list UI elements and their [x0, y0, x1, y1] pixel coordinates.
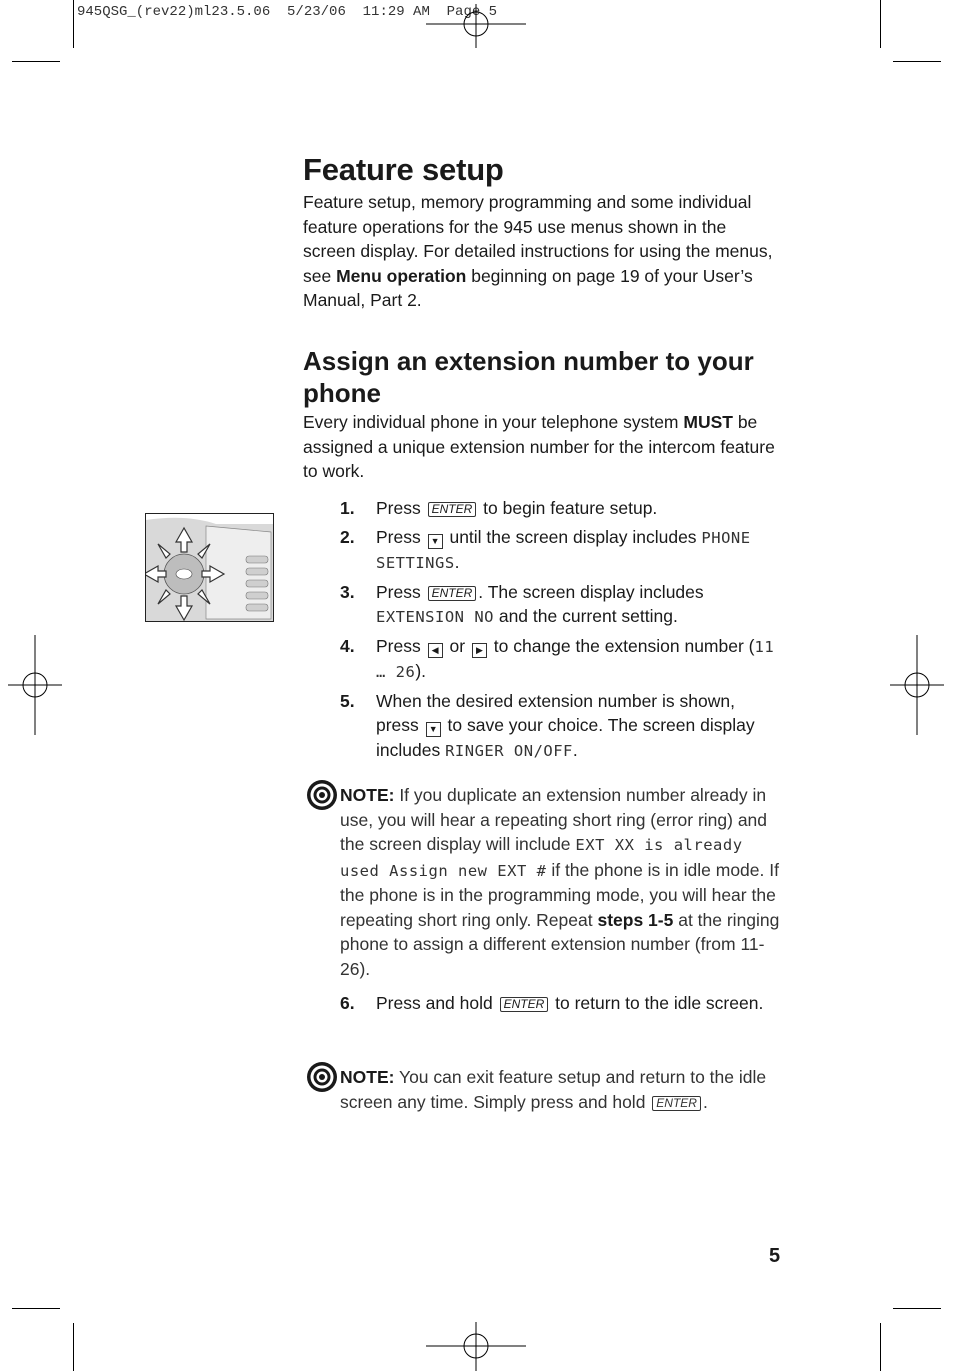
step-text: Press	[376, 581, 426, 602]
target-note-icon	[306, 1061, 338, 1093]
right-arrow-key-icon: ▶	[472, 643, 487, 658]
crop-mark	[12, 61, 60, 62]
step-4	[340, 634, 780, 685]
step-number: 4.	[340, 635, 355, 656]
note-text: .	[702, 1091, 708, 1112]
left-arrow-key-icon: ◀	[428, 643, 443, 658]
crop-mark	[893, 1308, 941, 1309]
display-text: RINGER ON/OFF	[445, 741, 573, 760]
note-text: if the phone is in idle mode. If the phone is in the programming mode, you will hear the repeating short ring only. Repeat	[340, 859, 779, 930]
enter-key-icon: ENTER	[652, 1096, 701, 1111]
down-arrow-key-icon: ▼	[428, 534, 443, 549]
step-text: ).	[415, 661, 427, 681]
step-text: or	[444, 635, 470, 656]
step-text: until the screen display includes	[444, 526, 702, 547]
assign-intro-text-end: be assigned a unique extension number for the intercom feature to work.	[303, 412, 775, 481]
step-text: to begin feature setup.	[478, 498, 658, 518]
step-text: .	[454, 552, 460, 572]
feature-intro-text: Feature setup, memory programming and some individual feature operations for the 945 use menus shown in the screen display. For detailed instructions for using the menus, see	[303, 192, 773, 286]
crop-mark	[73, 0, 74, 48]
step-number: 6.	[340, 993, 355, 1013]
crop-mark	[73, 1323, 74, 1371]
step-3	[340, 580, 780, 630]
step-text: Press and hold	[376, 993, 498, 1013]
registration-mark-bottom	[426, 1322, 526, 1371]
display-text: PHONE SETTINGS	[376, 528, 751, 572]
enter-key-icon: ENTER	[500, 997, 549, 1012]
step-number: 5.	[340, 690, 355, 711]
registration-mark-right	[890, 635, 944, 735]
step-text: to save your choice. The screen display includes	[376, 715, 755, 760]
note-label: NOTE:	[340, 1067, 395, 1087]
steps-list-continued	[340, 991, 780, 1020]
crop-mark	[893, 61, 941, 62]
steps-list	[340, 496, 780, 767]
step-text: Press	[376, 635, 426, 656]
note-exit-setup	[306, 1065, 782, 1114]
note-text: at the ringing phone to assign a different extension number (from 11-26).	[340, 909, 780, 979]
target-note-icon	[306, 779, 338, 811]
enter-key-icon: ENTER	[428, 586, 477, 601]
step-number: 3.	[340, 581, 355, 602]
crop-mark	[880, 0, 881, 48]
step-5	[340, 689, 780, 764]
display-text: 11 … 26	[376, 637, 775, 681]
step-text: . The screen display includes	[478, 581, 704, 602]
section-title: Assign an extension number to your phone	[303, 346, 754, 408]
step-text: to return to the idle screen.	[550, 993, 764, 1013]
phone-drawing	[146, 514, 274, 622]
registration-mark-top	[426, 4, 526, 48]
registration-mark-left	[8, 635, 62, 735]
step-text: Press	[376, 498, 426, 518]
step-2	[340, 525, 780, 576]
note-text: You can exit feature setup and return to the idle screen any time. Simply press and hold	[340, 1067, 767, 1112]
steps-reference: steps 1-5	[597, 909, 674, 930]
note-label: NOTE:	[340, 785, 395, 805]
menu-operation-ref: Menu operation	[336, 265, 467, 286]
display-text: EXTENSION NO	[376, 608, 494, 626]
step-text: to change the extension number (	[488, 635, 755, 656]
enter-key-icon: ENTER	[428, 502, 477, 517]
print-slug: 945QSG_(rev22)ml23.5.06 5/23/06 11:29 AM Page 5	[77, 4, 498, 20]
step-1	[340, 496, 780, 521]
note-text: If you duplicate an extension number already in use, you will hear a repeating short ring (error ring) and the screen display will include	[340, 785, 768, 854]
display-text: EXT XX is already used Assign new EXT #	[340, 836, 743, 880]
note-duplicate-extension	[306, 783, 782, 981]
page-title: Feature setup	[303, 152, 504, 187]
feature-intro-text-end: beginning on page 19 of your User’s Manual, Part 2.	[303, 265, 753, 310]
step-text: and the current setting.	[493, 606, 678, 626]
page-number: 5	[769, 1245, 781, 1267]
assign-intro	[303, 410, 781, 484]
step-6	[340, 991, 780, 1016]
must-emphasis: MUST	[683, 412, 733, 432]
crop-mark	[12, 1308, 60, 1309]
feature-intro	[303, 190, 781, 313]
step-text: Press	[376, 526, 426, 547]
crop-mark	[880, 1323, 881, 1371]
down-arrow-key-icon: ▼	[426, 722, 441, 737]
assign-intro-text: Every individual phone in your telephone system	[303, 412, 684, 432]
step-number: 1.	[340, 498, 355, 518]
step-text: When the desired extension number is shown, press	[376, 690, 735, 735]
step-number: 2.	[340, 526, 355, 547]
phone-keypad-illustration	[145, 513, 274, 622]
step-text: .	[572, 739, 578, 760]
